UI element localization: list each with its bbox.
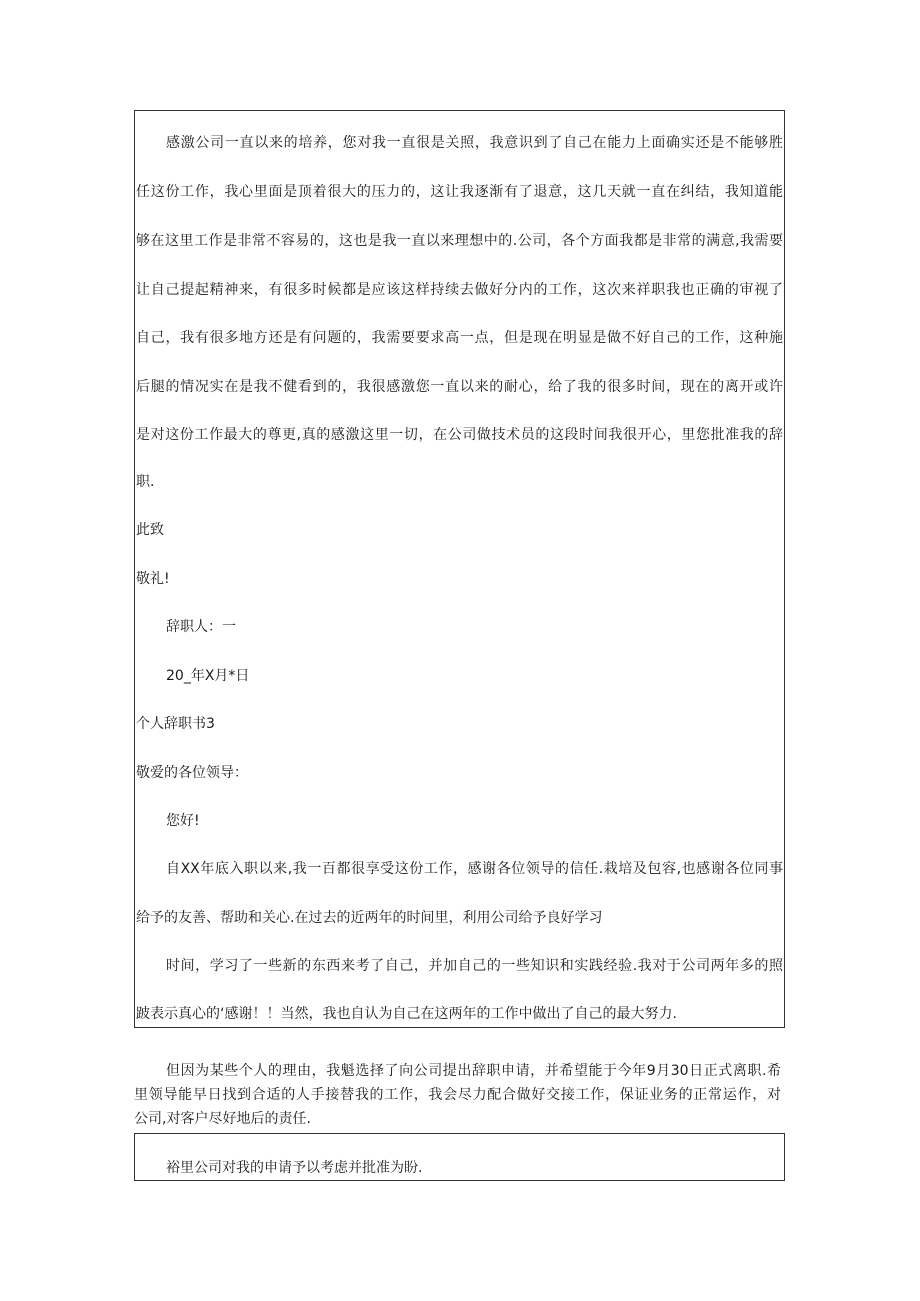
letter2-hello: 您好!: [166, 813, 200, 829]
letter2-title: 个人辞职书3: [136, 716, 215, 732]
letter1-body-line: 是对这份工作最大的尊更,真的感激这里一切，在公司做技术员的这段时间我很开心，里您批准我的辞: [136, 427, 783, 443]
letter2-para3-line: 但因为某些个人的理由，我魁选择了向公司提出辞职申请，并希望能于今年9月30日正式离职.希: [166, 1063, 781, 1079]
letter1-date: 20_年X月*日: [166, 668, 250, 684]
letter2-closing-request: 裕里公司对我的申请予以考虑并批准为盼.: [166, 1160, 423, 1176]
letter1-salute: 敬礼!: [136, 571, 170, 587]
letter1-body-line: 任这份工作，我心里面是顶着很大的压力的，这让我逐渐有了退意，这几天就一直在纠结，我知道能: [136, 184, 783, 200]
letter2-para3-line: 公司,对客户尽好地后的责任.: [134, 1111, 311, 1127]
letter2-para3-line: 里领导能早日找到合适的人手接替我的工作，我会尽力配合做好交接工作，保证业务的正常运作，对: [134, 1087, 781, 1103]
letter1-body-line: 自己，我有很多地方还是有问题的，我需要要求高一点，但是现在明显是做不好自己的工作，这种施: [136, 330, 783, 346]
letter1-body-line: 后腿的情况实在是我不健看到的，我很感激您一直以来的耐心，给了我的很多时间，现在的离开或许: [136, 379, 783, 395]
letter1-closing: 此致: [136, 522, 164, 538]
letter1-body-line: 职.: [136, 474, 155, 490]
letter1-body-line: 够在这里工作是非常不容易的，这也是我一直以来理想中的.公司，各个方面我都是非常的满意,我需要: [136, 233, 783, 249]
letter1-signer: 辞职人：一: [166, 619, 236, 635]
letter2-para1-line: 自XX年底入职以来,我一百都很享受这份工作，感谢各位领导的信任.栽培及包容,也感谢各位同事: [166, 861, 783, 877]
letter1-body-line: 让自己提起精神来，有很多时候都是应该这样持续去做好分内的工作，这次来祥职我也正确的审视了: [136, 282, 783, 298]
letter1-body-line: 感激公司一直以来的培养，您对我一直很是关照，我意识到了自己在能力上面确实还是不能够胜: [166, 135, 783, 151]
letter2-para2-line: 时间，学习了一些新的东西来考了自己，并加自己的一些知识和实践经验.我对于公司两年多的照: [166, 958, 783, 974]
letter2-para1-line: 给予的友善、帮助和关心.在过去的近两年的时间里，利用公司给予良好学习: [136, 910, 603, 926]
letter2-greeting: 敬爱的各位领导：: [136, 765, 248, 781]
letter2-para2-line: 跛表示真心的‘感谢！！当然，我也自认为自己在这两年的工作中做出了自己的最大努力.: [136, 1006, 677, 1022]
